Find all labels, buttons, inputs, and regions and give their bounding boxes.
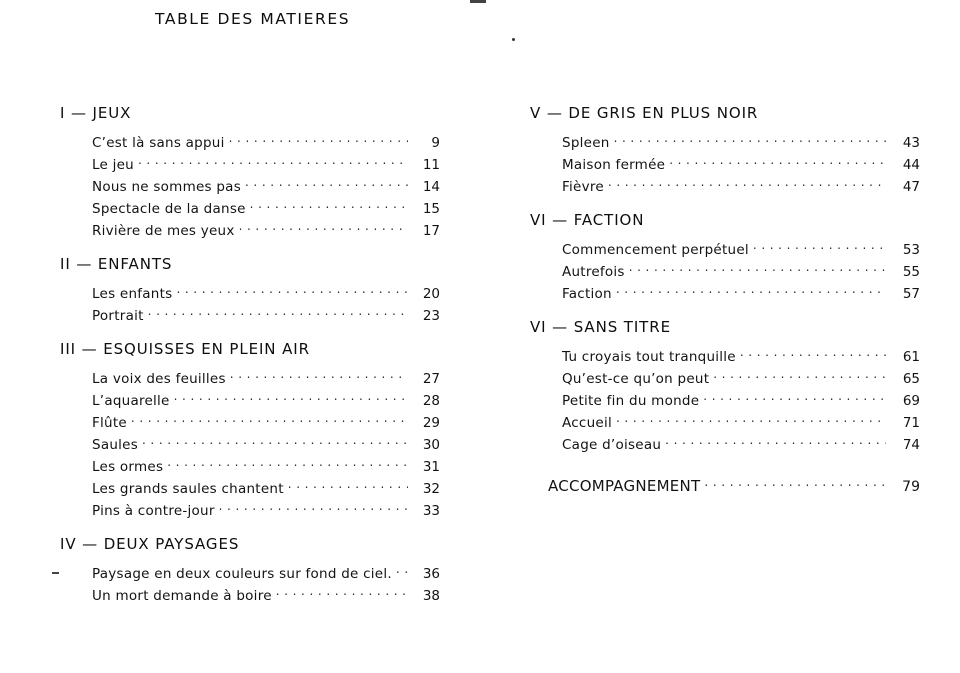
section-entries (562, 347, 920, 455)
final-section (548, 477, 920, 497)
dot-leader (276, 586, 408, 600)
section-heading: VI — SANS TITRE (530, 318, 671, 336)
entry-title: Petite fin du monde (562, 393, 700, 409)
entry-page-number: 61 (902, 349, 920, 365)
toc-entry[interactable] (562, 155, 920, 175)
toc-entry[interactable] (562, 177, 920, 197)
entry-page-number: 28 (422, 393, 440, 409)
page-title: TABLE DES MATIERES (155, 10, 351, 28)
section-entries (92, 133, 440, 241)
entry-title: Rivière de mes yeux (92, 223, 235, 239)
section-heading: I — JEUX (60, 104, 132, 122)
entry-title: Portrait (92, 308, 144, 324)
entry-page-number: 31 (422, 459, 440, 475)
entry-page-number: 36 (422, 566, 440, 582)
entry-page-number: 32 (422, 481, 440, 497)
entry-title: Un mort demande à boire (92, 588, 272, 604)
section-heading: II — ENFANTS (60, 255, 173, 273)
toc-entry[interactable] (92, 133, 440, 153)
entry-page-number: 20 (422, 286, 440, 302)
dot-leader (219, 501, 408, 515)
dot-leader (245, 177, 408, 191)
dot-leader (167, 457, 408, 471)
toc-entry[interactable] (92, 501, 440, 521)
dot-leader (616, 413, 886, 427)
page-dot-mark (512, 38, 515, 41)
entry-title: Nous ne sommes pas (92, 179, 241, 195)
toc-entry[interactable] (92, 457, 440, 477)
left-edge-mark (52, 572, 59, 574)
toc-entry-accompagnement[interactable] (548, 477, 920, 497)
entry-page-number: 17 (422, 223, 440, 239)
toc-entry[interactable] (92, 284, 440, 304)
entry-title: Flûte (92, 415, 127, 431)
entry-page-number: 79 (902, 479, 920, 495)
entry-title: Autrefois (562, 264, 625, 280)
dot-leader (616, 284, 886, 298)
entry-page-number: 11 (422, 157, 440, 173)
dot-leader (138, 155, 408, 169)
dot-leader (669, 155, 886, 169)
toc-entry[interactable] (92, 221, 440, 241)
entry-title: L’aquarelle (92, 393, 170, 409)
dot-leader (142, 435, 408, 449)
entry-page-number: 14 (422, 179, 440, 195)
entry-title: Les enfants (92, 286, 173, 302)
toc-entry[interactable] (562, 240, 920, 260)
entry-title: Les ormes (92, 459, 164, 475)
dot-leader (608, 177, 886, 191)
toc-section (60, 535, 440, 606)
dot-leader (665, 435, 886, 449)
entry-title: Saules (92, 437, 138, 453)
toc-section (530, 104, 920, 197)
dot-leader (176, 284, 408, 298)
entry-title: Fièvre (562, 179, 604, 195)
entry-title: Accueil (562, 415, 612, 431)
entry-page-number: 44 (902, 157, 920, 173)
entry-page-number: 33 (422, 503, 440, 519)
entry-page-number: 15 (422, 201, 440, 217)
entry-page-number: 65 (902, 371, 920, 387)
entry-title: Paysage en deux couleurs sur fond de ciel. (92, 566, 392, 582)
entry-page-number: 74 (902, 437, 920, 453)
entry-title: Cage d’oiseau (562, 437, 662, 453)
section-heading: V — DE GRIS EN PLUS NOIR (530, 104, 759, 122)
dot-leader (229, 133, 408, 147)
toc-entry[interactable] (92, 435, 440, 455)
dot-leader (614, 133, 886, 147)
toc-entry[interactable] (562, 413, 920, 433)
entry-title: Spleen (562, 135, 610, 151)
toc-column-left (60, 104, 440, 620)
entry-title: Spectacle de la danse (92, 201, 246, 217)
entry-title: La voix des feuilles (92, 371, 226, 387)
toc-entry[interactable] (562, 133, 920, 153)
dot-leader (740, 347, 886, 361)
section-heading: IV — DEUX PAYSAGES (60, 535, 240, 553)
toc-entry[interactable] (562, 435, 920, 455)
toc-entry[interactable] (562, 369, 920, 389)
section-entries (92, 369, 440, 521)
entry-title: Le jeu (92, 157, 134, 173)
toc-entry[interactable] (92, 564, 440, 584)
entry-page-number: 9 (431, 135, 440, 151)
entry-page-number: 55 (902, 264, 920, 280)
entry-page-number: 71 (902, 415, 920, 431)
entry-title: Maison fermée (562, 157, 666, 173)
dot-leader (396, 564, 408, 578)
section-entries (562, 133, 920, 197)
section-entries (562, 240, 920, 304)
top-edge-mark (470, 0, 486, 3)
toc-entry[interactable] (92, 586, 440, 606)
dot-leader (148, 306, 408, 320)
entry-page-number: 53 (902, 242, 920, 258)
toc-section (530, 211, 920, 304)
dot-leader (288, 479, 408, 493)
entry-page-number: 43 (902, 135, 920, 151)
dot-leader (753, 240, 886, 254)
section-heading: VI — FACTION (530, 211, 645, 229)
entry-title: ACCOMPAGNEMENT (548, 477, 701, 495)
entry-title: Faction (562, 286, 612, 302)
section-entries (92, 284, 440, 326)
entry-page-number: 69 (902, 393, 920, 409)
toc-section (530, 318, 920, 455)
section-heading: III — ESQUISSES EN PLEIN AIR (60, 340, 310, 358)
toc-entry[interactable] (562, 284, 920, 304)
entry-title: Qu’est-ce qu’on peut (562, 371, 710, 387)
dot-leader (230, 369, 408, 383)
dot-leader (131, 413, 408, 427)
toc-entry[interactable] (92, 199, 440, 219)
dot-leader (704, 477, 886, 491)
dot-leader (713, 369, 886, 383)
toc-entry[interactable] (562, 262, 920, 282)
toc-entry[interactable] (562, 391, 920, 411)
toc-section (60, 104, 440, 241)
entry-page-number: 30 (422, 437, 440, 453)
entry-page-number: 23 (422, 308, 440, 324)
dot-leader (174, 391, 408, 405)
toc-entry[interactable] (92, 177, 440, 197)
entry-title: C’est là sans appui (92, 135, 225, 151)
entry-page-number: 38 (422, 588, 440, 604)
entry-title: Pins à contre-jour (92, 503, 215, 519)
toc-entry[interactable] (562, 347, 920, 367)
toc-entry[interactable] (92, 479, 440, 499)
dot-leader (629, 262, 886, 276)
toc-section (60, 340, 440, 521)
entry-page-number: 47 (902, 179, 920, 195)
toc-entry[interactable] (92, 155, 440, 175)
dot-leader (250, 199, 408, 213)
dot-leader (239, 221, 408, 235)
toc-entry[interactable] (92, 369, 440, 389)
dot-leader (703, 391, 886, 405)
entry-page-number: 27 (422, 371, 440, 387)
section-entries (92, 564, 440, 606)
entry-page-number: 57 (902, 286, 920, 302)
entry-title: Tu croyais tout tranquille (562, 349, 736, 365)
entry-title: Commencement perpétuel (562, 242, 749, 258)
toc-entry[interactable] (92, 306, 440, 326)
toc-section (60, 255, 440, 326)
toc-column-right (530, 104, 920, 499)
entry-page-number: 29 (422, 415, 440, 431)
toc-entry[interactable] (92, 413, 440, 433)
toc-entry[interactable] (92, 391, 440, 411)
entry-title: Les grands saules chantent (92, 481, 284, 497)
